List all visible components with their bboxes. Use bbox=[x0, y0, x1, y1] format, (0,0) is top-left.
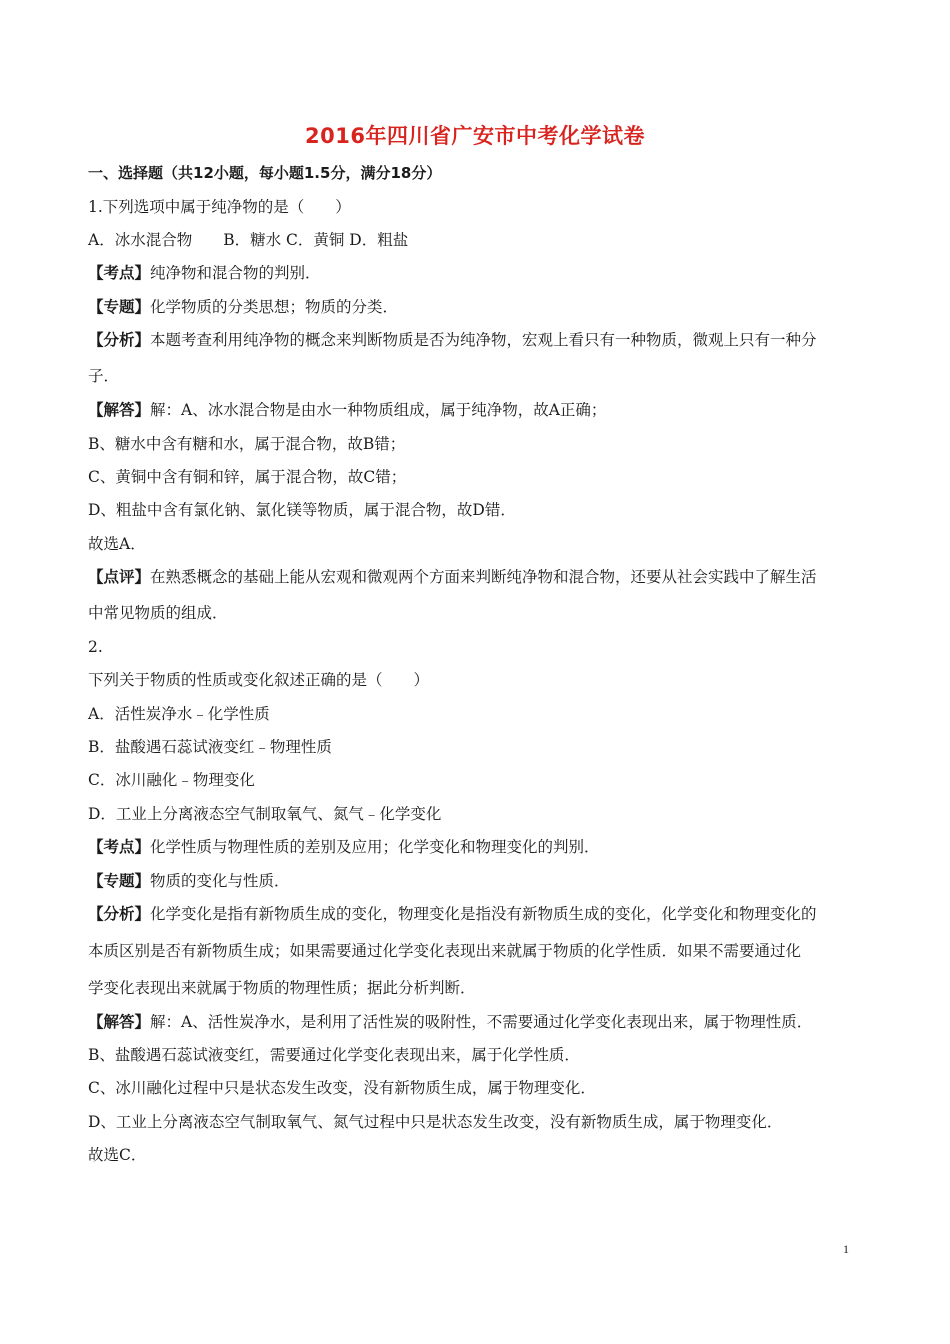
kaodian-text: 纯净物和混合物的判别． bbox=[150, 264, 321, 282]
jieda-text: 解：A、活性炭净水，是利用了活性炭的吸附性，不需要通过化学变化表现出来，属于物理性质． bbox=[150, 1013, 813, 1031]
q1-fenxi bbox=[88, 330, 817, 350]
dianping-tag: 【点评】 bbox=[88, 568, 151, 586]
q1-options: A．冰水混合物 B．糖水 C．黄铜 D．粗盐 bbox=[88, 231, 409, 249]
q1-zhuanti bbox=[88, 297, 398, 317]
q2-answer: 故选C． bbox=[88, 1146, 147, 1164]
zhuanti-text: 化学物质的分类思想；物质的分类． bbox=[150, 298, 399, 316]
q2-fenxi-cont-1: 本质区别是否有新物质生成；如果需要通过化学变化表现出来就属于物质的化学性质．如果不需要通过化 bbox=[88, 942, 802, 960]
fenxi-tag: 【分析】 bbox=[88, 905, 151, 923]
q2-kaodian bbox=[88, 837, 600, 857]
q1-stem: 1.下列选项中属于纯净物的是（ ） bbox=[88, 198, 351, 216]
q2-option-a: A．活性炭净水﹣化学性质 bbox=[88, 705, 270, 723]
page-title: 2016年四川省广安市中考化学试卷 bbox=[305, 124, 645, 148]
q2-stem: 下列关于物质的性质或变化叙述正确的是（ ） bbox=[88, 671, 430, 689]
kaodian-text: 化学性质与物理性质的差别及应用；化学变化和物理变化的判别． bbox=[150, 838, 600, 856]
q1-fenxi-cont: 子． bbox=[88, 367, 120, 385]
page-number: 1 bbox=[843, 1242, 849, 1256]
jieda-tag: 【解答】 bbox=[88, 1013, 151, 1031]
zhuanti-text: 物质的变化与性质． bbox=[150, 872, 290, 890]
q2-jieda-b: B、盐酸遇石蕊试液变红，需要通过化学变化表现出来，属于化学性质． bbox=[88, 1046, 580, 1064]
q1-kaodian bbox=[88, 263, 321, 283]
q2-option-d: D．工业上分离液态空气制取氧气、氮气﹣化学变化 bbox=[88, 805, 442, 823]
q2-fenxi bbox=[88, 904, 817, 924]
jieda-text: 解：A、冰水混合物是由水一种物质组成，属于纯净物，故A正确； bbox=[150, 401, 607, 419]
q1-jieda bbox=[88, 400, 606, 420]
q1-jieda-d: D、粗盐中含有氯化钠、氯化镁等物质，属于混合物，故D错． bbox=[88, 501, 516, 519]
kaodian-tag: 【考点】 bbox=[88, 264, 151, 282]
zhuanti-tag: 【专题】 bbox=[88, 872, 151, 890]
q2-option-c: C．冰川融化﹣物理变化 bbox=[88, 771, 255, 789]
kaodian-tag: 【考点】 bbox=[88, 838, 151, 856]
q1-answer: 故选A． bbox=[88, 535, 146, 553]
q2-fenxi-cont-2: 学变化表现出来就属于物质的物理性质；据此分析判断． bbox=[88, 979, 476, 997]
fenxi-text: 本题考查利用纯净物的概念来判断物质是否为纯净物，宏观上看只有一种物质，微观上只有一种分 bbox=[150, 331, 817, 349]
q1-jieda-b: B、糖水中含有糖和水，属于混合物，故B错； bbox=[88, 435, 406, 453]
q1-jieda-c: C、黄铜中含有铜和锌，属于混合物，故C错； bbox=[88, 468, 407, 486]
q2-jieda-d: D、工业上分离液态空气制取氧气、氮气过程中只是状态发生改变，没有新物质生成，属于物理变化． bbox=[88, 1113, 783, 1131]
q2-zhuanti bbox=[88, 871, 290, 891]
q1-dianping bbox=[88, 567, 817, 587]
q2-option-b: B．盐酸遇石蕊试液变红﹣物理性质 bbox=[88, 738, 332, 756]
q1-dianping-cont: 中常见物质的组成． bbox=[88, 604, 228, 622]
fenxi-text: 化学变化是指有新物质生成的变化，物理变化是指没有新物质生成的变化，化学变化和物理变化的 bbox=[150, 905, 817, 923]
q2-jieda-c: C、冰川融化过程中只是状态发生改变，没有新物质生成，属于物理变化． bbox=[88, 1079, 596, 1097]
zhuanti-tag: 【专题】 bbox=[88, 298, 151, 316]
jieda-tag: 【解答】 bbox=[88, 401, 151, 419]
fenxi-tag: 【分析】 bbox=[88, 331, 151, 349]
q2-jieda bbox=[88, 1012, 812, 1032]
q2-number: 2. bbox=[88, 638, 103, 656]
dianping-text: 在熟悉概念的基础上能从宏观和微观两个方面来判断纯净物和混合物，还要从社会实践中了解生活 bbox=[150, 568, 817, 586]
section-heading: 一、选择题（共12小题，每小题1.5分，满分18分） bbox=[88, 164, 442, 182]
